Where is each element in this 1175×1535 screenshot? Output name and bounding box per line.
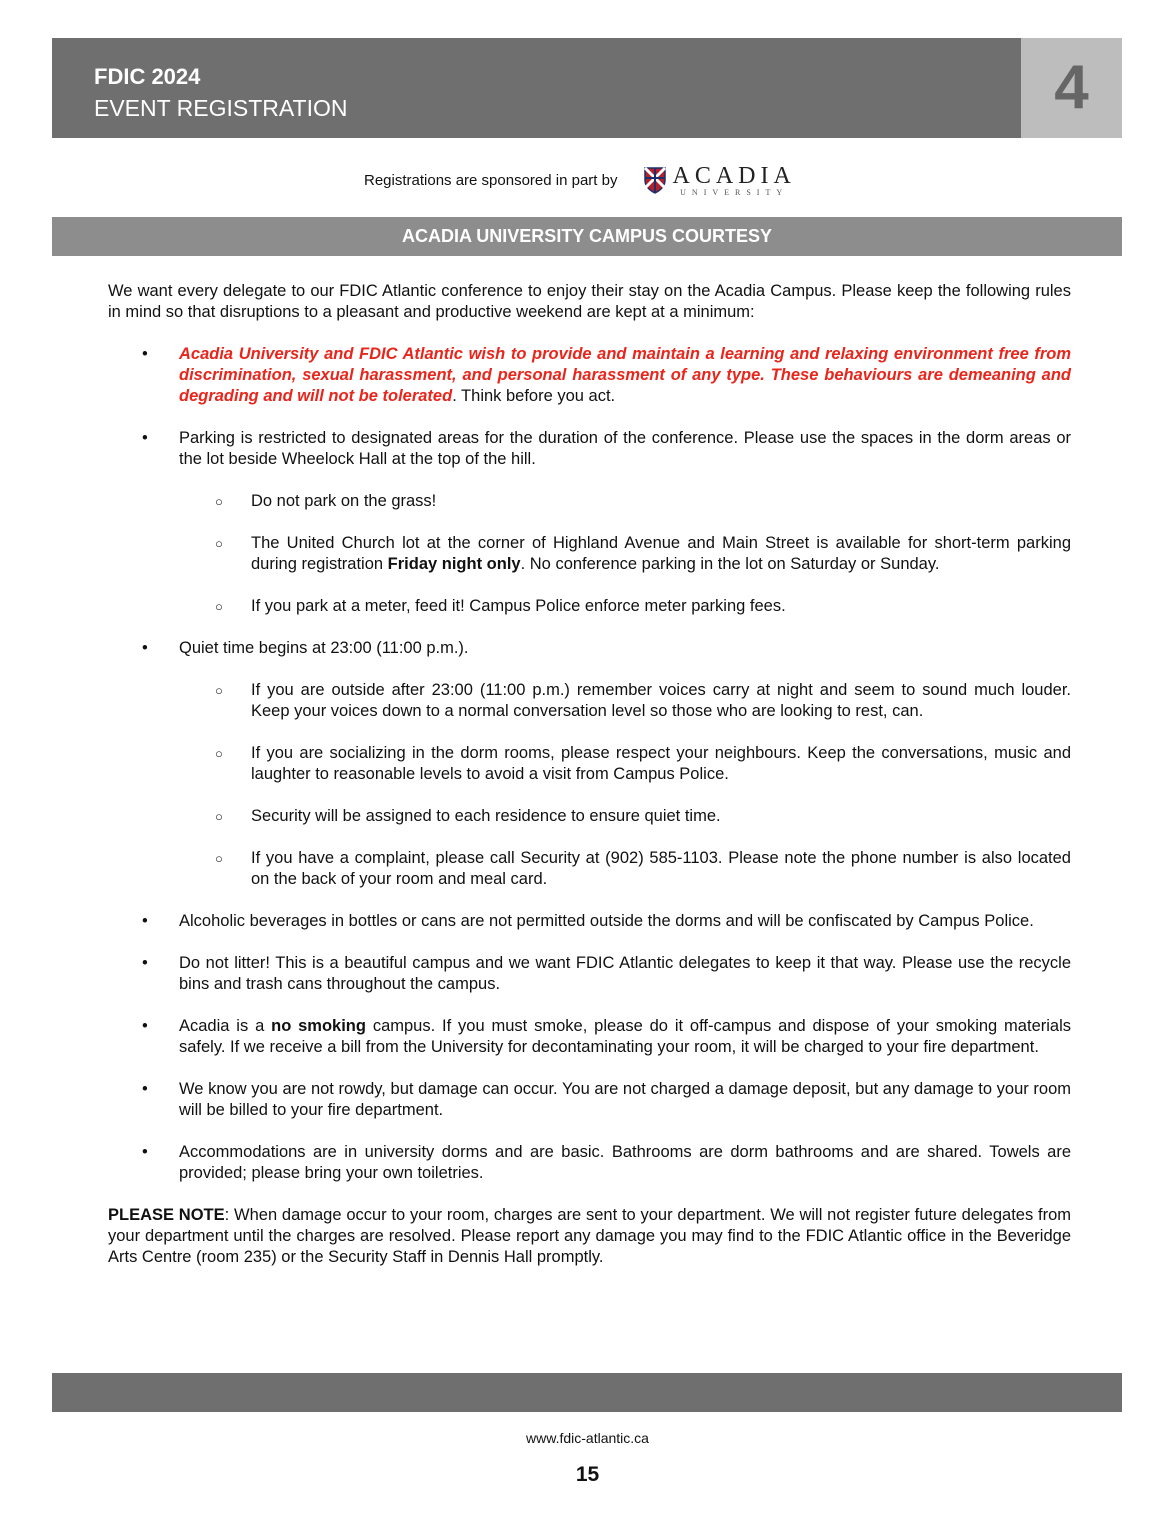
rule-smoking: • Acadia is a no smoking campus. If you must smoke, please do it off-campus and dispose of your smoking materials safely. If we receive a bill from the University for decontaminating your room, it will be charged to your fire department.	[142, 1017, 1071, 1056]
acadia-logo	[643, 164, 795, 197]
sponsor-line	[364, 160, 796, 200]
note-text: : When damage occur to your room, charges are sent to your department. We will not register future delegates from your department until the charges are resolved. Please report any damage you may find to the FDIC Atlantic office in the Beveridge Arts Centre (room 235) or the Security Staff in Dennis Hall promptly.	[108, 1206, 1072, 1266]
bullet-marker: •	[142, 639, 148, 657]
sponsor-text: Registrations are sponsored in part by	[364, 171, 618, 189]
bullet-marker: •	[142, 912, 148, 930]
footer-url: www.fdic-atlantic.ca	[526, 1430, 649, 1446]
harassment-tail: . Think before you act.	[452, 387, 616, 405]
header-title: FDIC 2024	[94, 64, 201, 89]
sub-rule-grass: ○ Do not park on the grass!	[215, 492, 437, 510]
quiet-text: Quiet time begins at 23:00 (11:00 p.m.).	[179, 639, 469, 657]
please-note-paragraph	[108, 1205, 1071, 1268]
harassment-warning: Acadia University and FDIC Atlantic wish to provide and maintain a learning and relaxing environment free from discrimination, sexual harassment, and personal harassment of any type. These behaviours are demeaning and degrading and will not be tolerated	[179, 345, 1071, 405]
footer-bar	[52, 1373, 1122, 1412]
rule-damage: • We know you are not rowdy, but damage can occur. You are not charged a damage deposit, but any damage to your room will be billed to your fire department.	[142, 1080, 1071, 1119]
rules-list	[108, 344, 1071, 1184]
bullet-marker: •	[142, 954, 148, 972]
bullet-marker: •	[142, 1017, 148, 1035]
sub-bullet-marker: ○	[215, 851, 223, 866]
rule-alcohol: • Alcoholic beverages in bottles or cans are not permitted outside the dorms and will be confiscated by Campus Police.	[142, 912, 1034, 930]
bullet-marker: •	[142, 1143, 148, 1161]
sub-bullet-marker: ○	[215, 746, 223, 761]
quiet-sublist	[179, 680, 1071, 890]
rule-quiet-time	[108, 638, 1071, 890]
rule-accommodations: • Accommodations are in university dorms and are basic. Bathrooms are dorm bathrooms and are shared. Towels are provided; please bring your own toiletries.	[142, 1143, 1071, 1182]
sub-bullet-marker: ○	[215, 683, 223, 698]
logo-subtitle: UNIVERSITY	[680, 187, 789, 197]
rule-harassment	[108, 344, 1071, 407]
friday-night-only: Friday night only	[387, 555, 521, 573]
rule-parking	[108, 428, 1071, 617]
sub-rule-complaint: ○ If you have a complaint, please call Security at (902) 585-1103. Please note the phone number is also located on the back of your room and meal card.	[215, 849, 1071, 888]
sub-bullet-marker: ○	[215, 536, 223, 551]
sub-bullet-marker: ○	[215, 809, 223, 824]
sub-rule-dorm: ○ If you are socializing in the dorm rooms, please respect your neighbours. Keep the conversations, music and laughter to reasonable levels to avoid a visit from Campus Police.	[215, 744, 1071, 783]
sub-bullet-marker: ○	[215, 494, 223, 509]
page-header	[52, 38, 1021, 138]
logo-name: ACADIA	[672, 162, 796, 189]
note-label: PLEASE NOTE	[108, 1206, 225, 1224]
intro-paragraph: We want every delegate to our FDIC Atlantic conference to enjoy their stay on the Acadia Campus. Please keep the following rules in mind so that disruptions to a pleasant and productive weekend are kept at a minimum:	[108, 282, 1071, 321]
acadia-crest-icon	[643, 166, 667, 194]
main-content	[108, 281, 1071, 1268]
header-subtitle: EVENT REGISTRATION	[94, 95, 348, 121]
bullet-marker: •	[142, 1080, 148, 1098]
rule-litter: • Do not litter! This is a beautiful campus and we want FDIC Atlantic delegates to keep it that way. Please use the recycle bins and trash cans throughout the campus.	[142, 954, 1071, 993]
sub-rule-meter: ○ If you park at a meter, feed it! Campus Police enforce meter parking fees.	[215, 597, 786, 615]
page-number: 15	[575, 1463, 600, 1486]
bullet-marker: •	[142, 429, 148, 447]
sub-rule-security: ○ Security will be assigned to each residence to ensure quiet time.	[215, 807, 721, 825]
sub-rule-church-lot: ○ The United Church lot at the corner of Highland Avenue and Main Street is available for short-term parking during registration Friday night only. No conference parking in the lot on Saturday or Sunday.	[215, 534, 1071, 573]
sub-bullet-marker: ○	[215, 599, 223, 614]
parking-text: Parking is restricted to designated areas for the duration of the conference. Please use the spaces in the dorm areas or the lot beside Wheelock Hall at the top of the hill.	[179, 429, 1071, 468]
no-smoking: no smoking	[271, 1017, 366, 1035]
section-banner: ACADIA UNIVERSITY CAMPUS COURTESY	[52, 217, 1122, 256]
chapter-number: 4	[1021, 38, 1122, 138]
parking-sublist	[179, 491, 1071, 617]
bullet-marker: •	[142, 345, 148, 363]
sub-rule-outside: ○ If you are outside after 23:00 (11:00 p.m.) remember voices carry at night and seem to sound much louder. Keep your voices down to a normal conversation level so those who are looking to rest, can.	[215, 681, 1071, 720]
